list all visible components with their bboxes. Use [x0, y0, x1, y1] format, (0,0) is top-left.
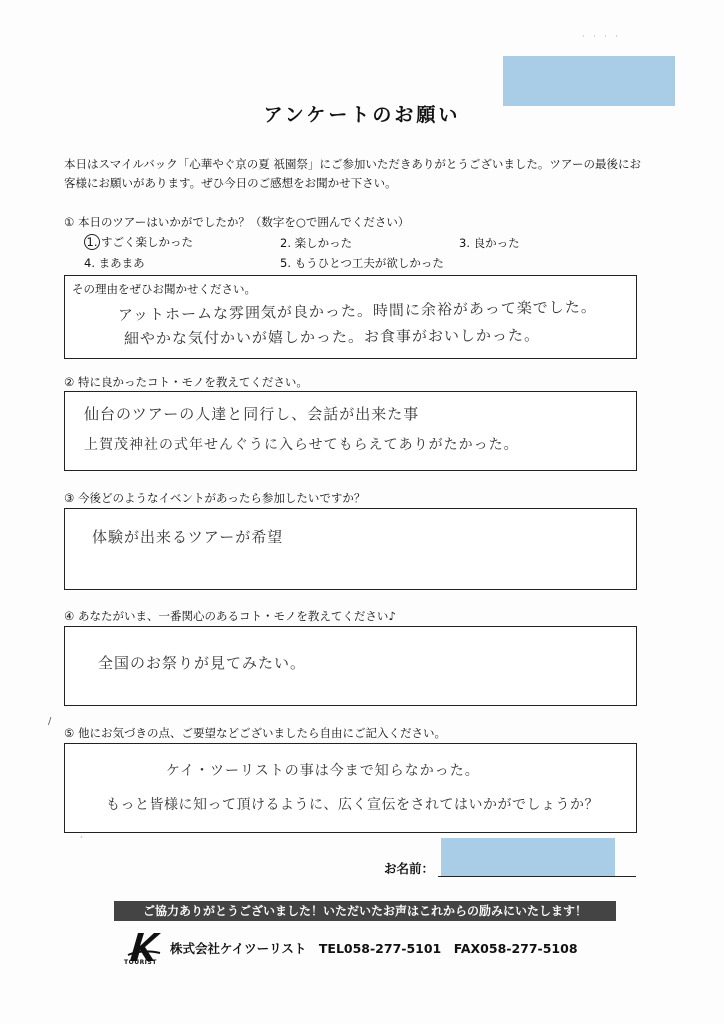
handwritten-answer-1b: 細やかな気付かいが嬉しかった。お食事がおいしかった。 [123, 326, 541, 348]
question-4: ④ あなたがいま、一番関心のあるコト・モノを教えてください♪ [64, 609, 396, 623]
selection-circle: 1. [84, 234, 100, 250]
company-info: 株式会社ケイツーリスト TEL058-277-5101 FAX058-277-5108 [170, 941, 578, 956]
stray-mark: / [48, 716, 52, 727]
option-4[interactable]: 4. まあまあ [84, 256, 145, 270]
name-label: お名前： [384, 861, 435, 876]
option-1-label: すごく楽しかった [101, 235, 193, 249]
reason-label: その理由をぜひお聞かせください。 [72, 282, 256, 296]
handwritten-answer-2a: 仙台のツアーの人達と同行し、会話が出来た事 [84, 405, 420, 423]
handwritten-answer-5b: もっと皆様に知って頂けるように、広く宣伝をされてはいかがでしょうか？ [106, 797, 599, 813]
speck: · [80, 833, 83, 842]
page-title: アンケートのお願い [263, 104, 461, 126]
intro-text [64, 155, 684, 193]
handwritten-answer-5a: ケイ・ツーリストの事は今まで知らなかった。 [166, 763, 480, 779]
option-2[interactable]: 2. 楽しかった [280, 236, 353, 250]
question-1: ① 本日のツアーはいかがでしたか？（数字を○で囲んでください） [64, 215, 410, 229]
name-field[interactable] [438, 876, 636, 877]
handwritten-answer-1a: アットホームな雰囲気が良かった。時間に余裕があって楽でした。 [117, 297, 597, 325]
handwritten-answer-2b: 上賀茂神社の式年せんぐうに入らせてもらえてありがたかった。 [84, 437, 519, 453]
handwritten-answer-3: 体験が出来るツアーが希望 [92, 528, 284, 546]
handwritten-answer-4: 全国のお祭りが見てみたい。 [98, 654, 307, 672]
redaction-block [503, 56, 675, 106]
option-1-selected[interactable] [84, 234, 193, 250]
intro-line-2: 客様にお願いがあります。ぜひ今日のご感想をお聞かせ下さい。 [64, 176, 397, 190]
name-redaction [441, 838, 615, 876]
option-5[interactable]: 5. もうひとつ工夫が欲しかった [280, 256, 444, 270]
answer-box-3[interactable] [64, 508, 637, 590]
question-5: ⑤ 他にお気づきの点、ご要望などございましたら自由にご記入ください。 [64, 726, 446, 740]
corner-dots: · · · · [582, 32, 621, 41]
thanks-banner: ご協力ありがとうございました！いただいたお声はこれからの励みにいたします！ [114, 901, 616, 921]
question-2: ② 特に良かったコト・モノを教えてください。 [64, 375, 308, 389]
option-3[interactable]: 3. 良かった [459, 236, 520, 250]
answer-box-5[interactable] [64, 743, 637, 833]
intro-line-1: 本日はスマイルバック「心華やぐ京の夏 祇園祭」にご参加いただきありがとうございました。ツアーの最後にお [64, 157, 642, 171]
question-3: ③ 今後どのようなイベントがあったら参加したいですか？ [64, 491, 366, 505]
company-logo-icon [126, 929, 162, 963]
logo-text: TOURIST [124, 959, 157, 966]
